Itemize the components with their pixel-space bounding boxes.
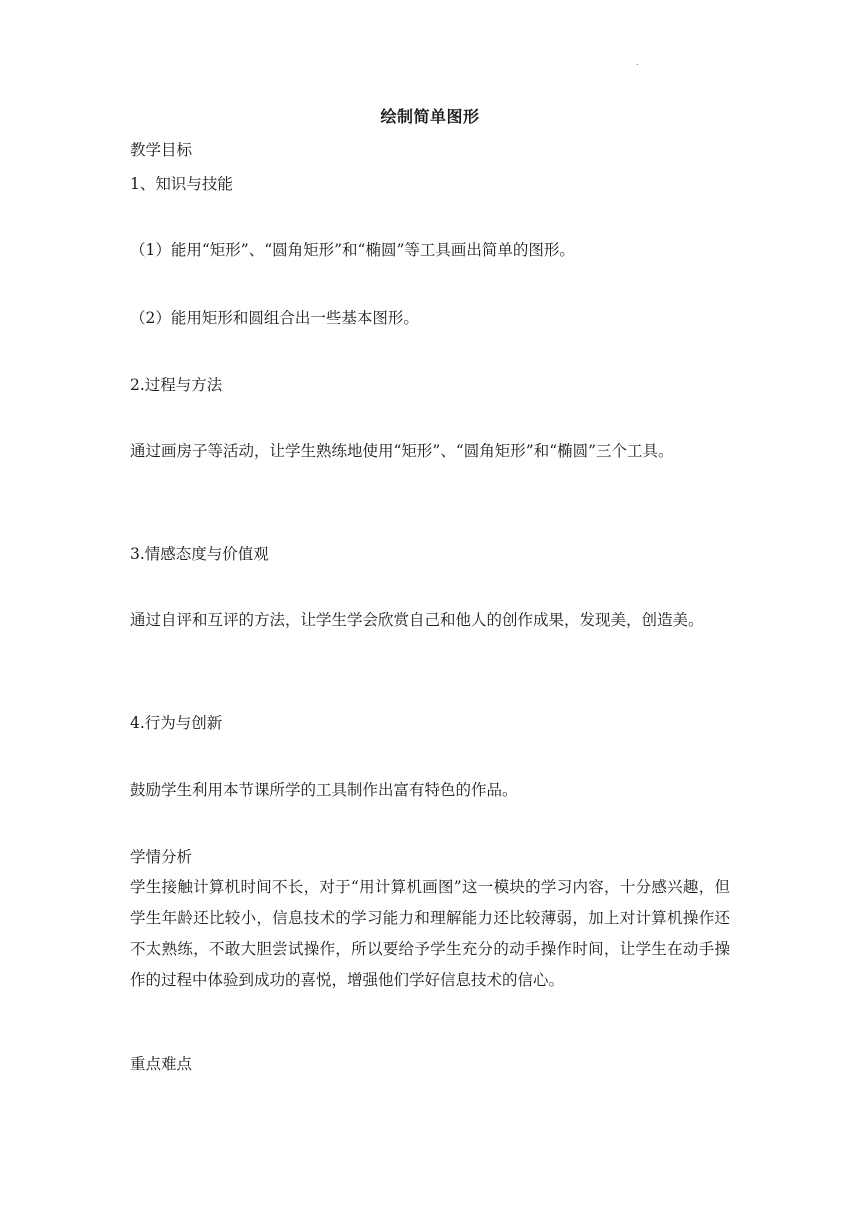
item3-text: 通过自评和互评的方法，让学生学会欣赏自己和他人的创作成果，发现美，创造美。	[130, 611, 704, 629]
analysis-text: 学生接触计算机时间不长，对于“用计算机画图”这一模块的学习内容，十分感兴趣，但学生年龄还比较小，信息技术的学习能力和理解能力还比较薄弱，加上对计算机操作还不太熟练，不敢大胆尝试操作，所以要给予学生充分的动手操作时间，让学生在动手操作的过程中体验到成功的喜悦，增强他们学好信息技术的信心。	[130, 878, 730, 989]
item4-text: 鼓励学生利用本节课所学的工具制作出富有特色的作品。	[130, 781, 518, 799]
item4-heading: 4.行为与创新	[130, 714, 223, 732]
item1-heading: 1、知识与技能	[130, 175, 233, 193]
item1-sub2: （2）能用矩形和圆组合出一些基本图形。	[130, 309, 419, 327]
section-heading-objectives: 教学目标	[130, 141, 193, 159]
item2-heading: 2.过程与方法	[130, 376, 223, 394]
section-heading-key-points: 重点难点	[130, 1055, 193, 1073]
item2-text: 通过画房子等活动，让学生熟练地使用“矩形”、“圆角矩形”和“椭圆”三个工具。	[130, 442, 674, 460]
item3-heading: 3.情感态度与价值观	[130, 545, 269, 563]
header-dot: .	[636, 58, 639, 67]
item1-sub1: （1）能用“矩形”、“圆角矩形”和“椭圆”等工具画出简单的图形。	[130, 241, 575, 259]
document-title: 绘制简单图形	[380, 107, 480, 126]
section-heading-analysis: 学情分析	[130, 848, 193, 866]
